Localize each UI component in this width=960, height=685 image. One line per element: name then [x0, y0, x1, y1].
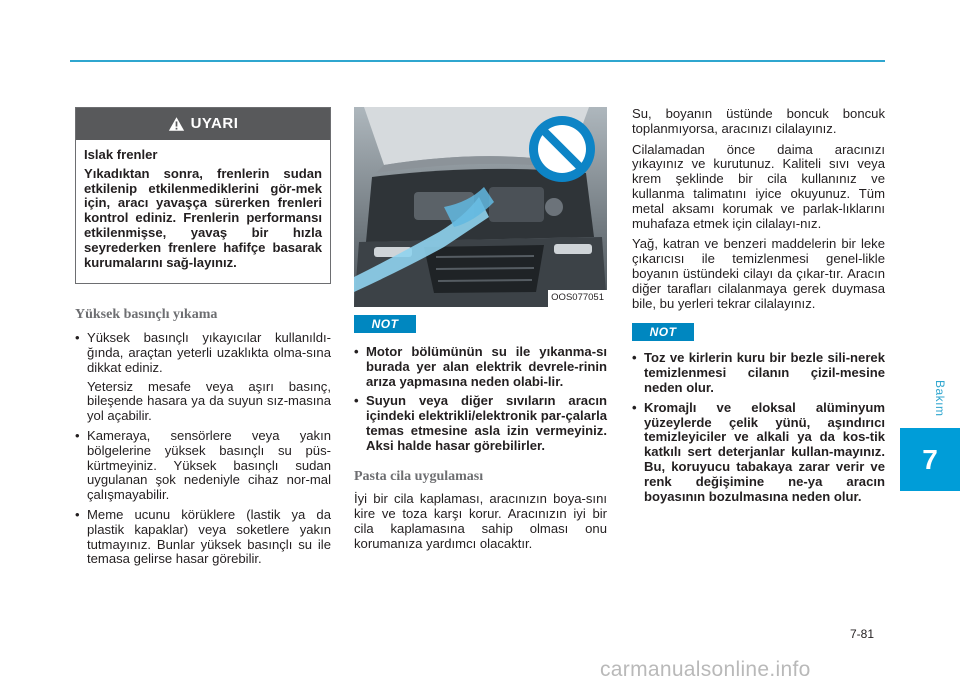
- list-item-text: Motor bölümünün su ile yıkanma-sı burada yer alan elektrik devrele-rinin arıza yapmasına neden olabi-lir.: [366, 344, 607, 389]
- list-item: [632, 351, 885, 395]
- top-rule: [70, 60, 885, 62]
- list-item: [75, 331, 331, 424]
- list-item-text: Meme ucunu körüklere (lastik ya da plastik kapaklar) veya soketlere yakın tutmayınız. Bunlar yüksek basınçlı su ile temasa gelirse hasar görebilir.: [87, 506, 331, 567]
- list-item-extra: Yetersiz mesafe veya aşırı basınç, bileşende hasara ya da suyun sız-masına yol açabilir.: [87, 378, 331, 424]
- list-item: [354, 345, 607, 389]
- bullet-icon: •: [75, 506, 80, 522]
- paragraph: Cilalamadan önce daima aracınızı yıkayınız ve kurutunuz. Kaliteli sıvı veya krem şeklinde bir cila kullanınız ve kullanma talimatını iyice okuyunuz. Tüm metal aksamı korumak ve parlak-lıklarını muhafaza etmek için cilalayı-nız.: [632, 141, 885, 231]
- page-number: 7-81: [850, 627, 875, 641]
- list-item-text: Yüksek basınçlı yıkayıcılar kullanıldı-ğında, araçtan yeterli uzaklıkta olma-sına dikkat ediniz.: [87, 330, 331, 375]
- section-heading-high-pressure: Yüksek basınçlı yıkama: [75, 307, 218, 323]
- wax-paragraph: İyi bir cila kaplaması, aracınızın boya-sını kire ve toza karşı korur. Aracınızın iyi bir cila kaplamasına sahip olması onu korumanıza yardımcı olacaktır.: [354, 491, 607, 551]
- warning-title: UYARI: [190, 114, 239, 132]
- list-item: [632, 401, 885, 505]
- side-chapter-label: Bakım: [933, 380, 947, 417]
- engine-note-list: [354, 345, 607, 454]
- bullet-icon: •: [354, 393, 359, 409]
- bullet-icon: •: [75, 330, 80, 346]
- bullet-icon: •: [632, 350, 637, 366]
- high-pressure-list: [75, 331, 331, 567]
- warning-header: [76, 108, 330, 140]
- no-symbol-icon: [529, 116, 595, 182]
- warning-text: Yıkadıktan sonra, frenlerin sudan etkilenip etkilenmediklerini gör-mek için, aracı yavaşça sürerken frenleri kontrol ediniz. Frenlerin performansı etkilenmişse, yavaş bir hızla seyrederken frenlere hafifçe basarak kurumalarını sağ-layınız.: [84, 165, 322, 270]
- bullet-icon: •: [75, 427, 80, 443]
- list-item-text: Suyun veya diğer sıvıların aracın içindeki elektrikli/elektronik par-çalarla temas etmesine asla izin vermeyiniz. Aksi halde hasar görebilirler.: [366, 393, 607, 453]
- section-heading-wax: Pasta cila uygulaması: [354, 468, 484, 484]
- list-item-text: Kameraya, sensörlere veya yakın bölgelerine yüksek basınçlı su püs-kürtmeyiniz. Yüksek basınçlı sudan uygulanan şok nedeniyle cihaz nor-mal çalışmayabilir.: [87, 427, 331, 503]
- list-item-text: Kromajlı ve eloksal alüminyum yüzeylerde çelik yünü, aşındırıcı temizleyiciler ve alkali ya da kos-tik katkılı sert deterjanlar kullan-mayınız. Bu, koruyucu tabakaya zarar verir ve renk değişimine ne-ya aracın boyasının bozulmasına neden olur.: [644, 399, 885, 504]
- warning-subtitle: Islak frenler: [84, 147, 158, 162]
- figure-code: OOS077051: [548, 290, 607, 307]
- wax-note-list: [632, 351, 885, 504]
- engine-bay-illustration: [354, 107, 607, 307]
- note-tag: NOT: [354, 315, 416, 333]
- note-tag: NOT: [632, 323, 694, 341]
- paragraph: Su, boyanın üstünde boncuk boncuk toplanmıyorsa, aracınızı cilalayınız.: [632, 106, 885, 136]
- bullet-icon: •: [632, 399, 637, 415]
- chapter-tab: 7: [900, 428, 960, 491]
- list-item-text: Toz ve kirlerin kuru bir bezle sili-nerek temizlenmesi cilanın çizil-mesine neden olur.: [644, 350, 885, 395]
- warning-triangle-icon: [168, 116, 185, 132]
- watermark: carmanualsonline.info: [600, 658, 811, 681]
- engine-wash-figure: [354, 107, 607, 307]
- list-item: [354, 394, 607, 453]
- bullet-icon: •: [354, 344, 359, 359]
- paragraph: Yağ, katran ve benzeri maddelerin bir leke çıkarıcısı ile temizlenmesi genel-likle boyanın üstündeki cilayı da çıkar-tır. Aracın diğer tarafları cilalanmaya gerek duymasa bile, bu yerleri tekrar cilalayınız.: [632, 236, 885, 311]
- list-item: [75, 508, 331, 567]
- column-middle: [354, 107, 607, 558]
- column-right: [632, 107, 885, 509]
- warning-box: [75, 107, 331, 284]
- list-item: [75, 429, 331, 503]
- warning-body: [76, 140, 330, 283]
- column-left: [75, 107, 331, 572]
